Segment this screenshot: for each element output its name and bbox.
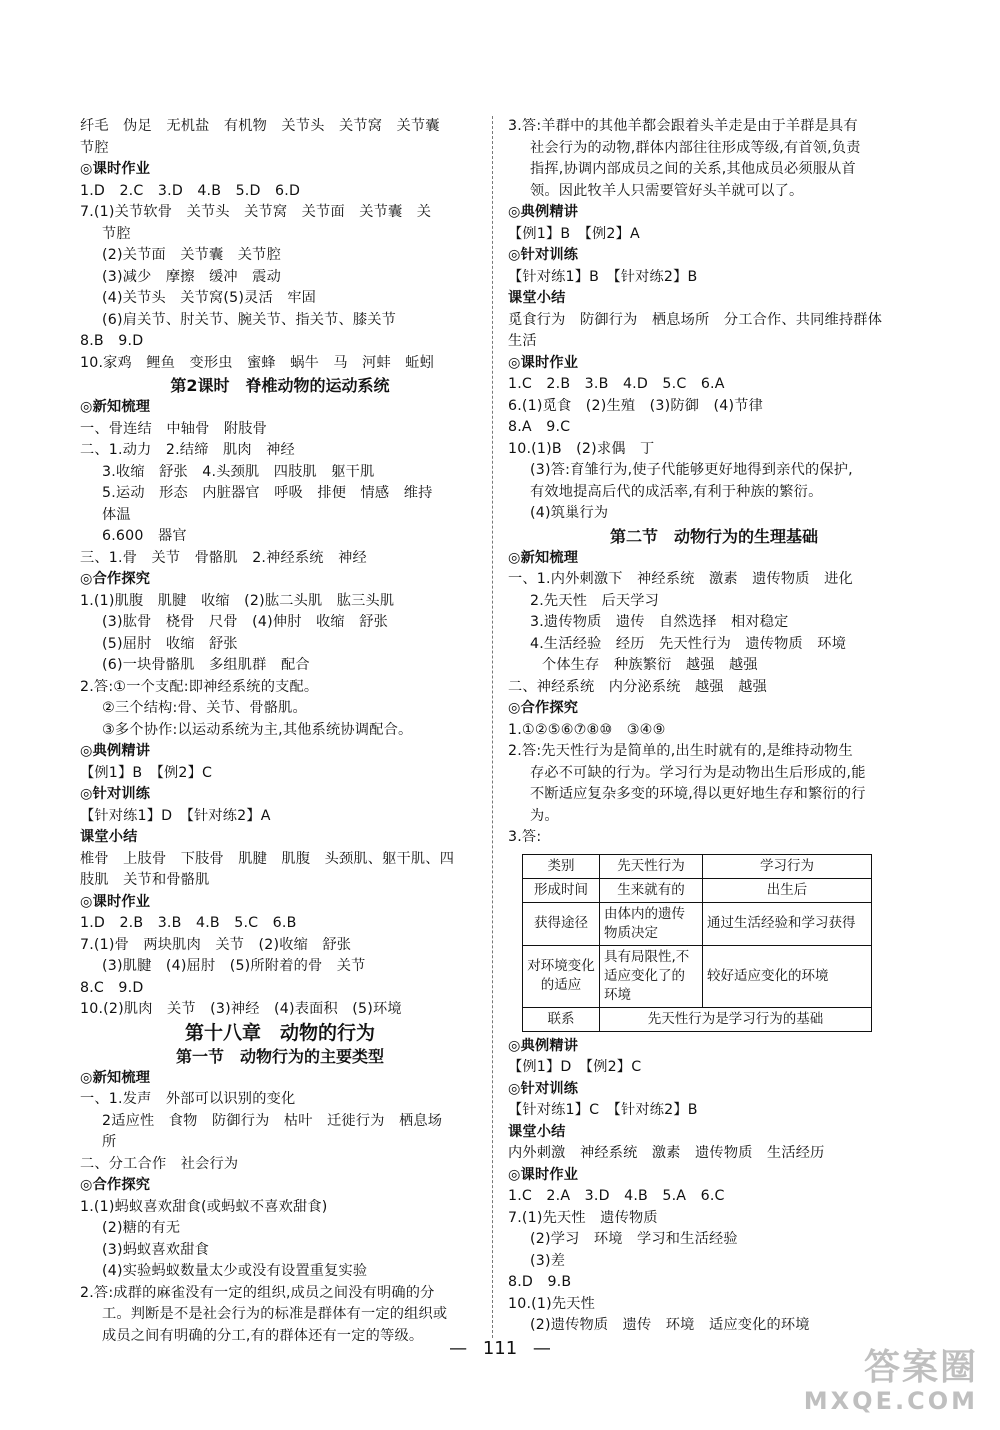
column-divider <box>492 116 494 1338</box>
text-line: 二、1.动力 2.结缔 肌肉 神经 <box>80 442 295 458</box>
text-line: 椎骨 上肢骨 下肢骨 肌腱 肌腹 头颈肌、躯干肌、四 <box>80 850 455 867</box>
text-line: (3)蚂蚁喜欢甜食 <box>102 1241 210 1258</box>
section-heading: ◎合作探究 <box>80 1177 151 1193</box>
section-heading: ◎针对训练 <box>508 1080 579 1097</box>
text-line: 二、神经系统 内分泌系统 越强 越强 <box>508 678 767 695</box>
text-line: 个体生存 种族繁衍 越强 越强 <box>542 657 758 673</box>
text-line: 1.①②⑤⑥⑦⑧⑩ ③④⑨ <box>508 721 666 738</box>
table-cell: 对环境变化的适应 <box>523 945 600 1007</box>
text-line: 一、1.内外刺激下 神经系统 激素 遗传物质 进化 <box>508 571 853 587</box>
section-heading: ◎典例精讲 <box>508 204 579 220</box>
text-line: (2)糖的有无 <box>102 1220 181 1236</box>
text-line: 有效地提高后代的成活率,有利于种族的繁衍。 <box>530 483 823 500</box>
section-heading: ◎针对训练 <box>80 786 151 802</box>
text-line: 1.(1)蚂蚁喜欢甜食(或蚂蚁不喜欢甜食) <box>80 1198 328 1215</box>
text-line: 纤毛 伪足 无机盐 有机物 关节头 关节窝 关节囊 <box>80 118 440 134</box>
lesson-title: 第2课时 脊椎动物的运动系统 <box>170 376 390 395</box>
text-line: 7.(1)关节软骨 关节头 关节窝 关节面 关节囊 关 <box>80 204 432 220</box>
section-heading: ◎典例精讲 <box>80 743 151 759</box>
text-line: 6.600 器官 <box>102 528 187 544</box>
text-line: 3.收缩 舒张 4.头颈肌 四肢肌 躯干肌 <box>102 463 375 480</box>
table-header-row <box>523 854 872 878</box>
text-line: 3.答:羊群中的其他羊都会跟着头羊走是由于羊群是具有 <box>508 118 858 134</box>
text-line: 4.生活经验 经历 先天性行为 遗传物质 环境 <box>530 635 847 652</box>
table-row <box>523 878 872 902</box>
table-row <box>523 902 872 945</box>
section-heading: ◎合作探究 <box>80 571 151 587</box>
text-line: 领。因此牧羊人只需要管好头羊就可以了。 <box>530 182 804 199</box>
section-heading: ◎课时作业 <box>80 161 151 177</box>
section-heading: 课堂小结 <box>508 1123 566 1140</box>
text-line: 工。判断是不是社会行为的标准是群体有一定的组织或 <box>102 1306 448 1322</box>
text-line: (3)减少 摩擦 缓冲 震动 <box>102 268 281 285</box>
text-line: 不断适应复杂多变的环境,得以更好地生存和繁衍的行 <box>530 786 866 802</box>
text-line: 【例1】B 【例2】A <box>508 225 640 242</box>
text-line: 内外刺激 神经系统 激素 遗传物质 生活经历 <box>508 1145 825 1161</box>
page-dash-right: — <box>532 1338 551 1359</box>
text-line: 肢肌 关节和骨骼肌 <box>80 872 210 888</box>
section-heading: ◎新知梳理 <box>508 549 579 566</box>
text-line: 所 <box>102 1134 117 1150</box>
table-cell: 具有局限性,不适应变化了的环境 <box>600 945 703 1007</box>
text-line: 存必不可缺的行为。学习行为是动物出生后形成的,能 <box>530 764 866 781</box>
text-line: 2.答:①一个支配:即神经系统的支配。 <box>80 678 319 695</box>
text-line: 5.运动 形态 内脏器官 呼吸 排便 情感 维持 <box>102 485 433 501</box>
text-line: 社会行为的动物,群体内部往往形成等级,有首领,负责 <box>530 139 861 156</box>
text-line: (2)遗传物质 遗传 环境 适应变化的环境 <box>530 1317 810 1333</box>
text-line: 为。 <box>530 807 559 824</box>
section-heading: 课堂小结 <box>508 290 566 306</box>
section-heading: ◎课时作业 <box>508 354 579 371</box>
text-line: 1.D 2.C 3.D 4.B 5.D 6.D <box>80 182 301 199</box>
right-column-bottom <box>508 1036 920 1337</box>
text-line: ③多个协作:以运动系统为主,其他系统协调配合。 <box>102 721 413 738</box>
text-line: 【针对练1】D 【针对练2】A <box>80 807 271 824</box>
page-number: 111 <box>482 1338 518 1359</box>
text-line: 6.(1)觅食 (2)生殖 (3)防御 (4)节律 <box>508 397 763 414</box>
section-heading: ◎课时作业 <box>80 893 151 910</box>
text-line: 指挥,协调内部成员之间的关系,其他成员必须服从首 <box>530 161 856 177</box>
text-line: 三、1.骨 关节 骨骼肌 2.神经系统 神经 <box>80 549 367 566</box>
page-dash-left: — <box>449 1338 468 1359</box>
table-header-cell: 先天性行为 <box>600 854 703 878</box>
text-line: (2)关节面 关节囊 关节腔 <box>102 247 281 263</box>
text-line: 1.(1)肌腹 肌腱 收缩 (2)肱二头肌 肱三头肌 <box>80 592 395 609</box>
text-line: 7.(1)先天性 遗传物质 <box>508 1209 658 1226</box>
text-line: (2)学习 环境 学习和生活经验 <box>530 1231 738 1247</box>
text-line: 10.(1)先天性 <box>508 1295 596 1312</box>
text-line: 【针对练1】C 【针对练2】B <box>508 1102 698 1118</box>
text-line: (3)肱骨 桡骨 尺骨 (4)伸肘 收缩 舒张 <box>102 614 388 630</box>
text-line: 3.答: <box>508 829 542 845</box>
section-heading: ◎新知梳理 <box>80 399 151 415</box>
table-header-cell: 学习行为 <box>703 854 872 878</box>
section-heading: 课堂小结 <box>80 829 138 845</box>
text-line: (3)答:育雏行为,使子代能够更好地得到亲代的保护, <box>530 462 853 478</box>
section-heading: ◎针对训练 <box>508 247 579 263</box>
text-line: 10.(1)B (2)求偶 丁 <box>508 440 655 457</box>
text-line: (3)差 <box>530 1252 566 1269</box>
table-cell: 较好适应变化的环境 <box>703 945 872 1007</box>
text-line: (3)肌腱 (4)屈肘 (5)所附着的骨 关节 <box>102 958 366 974</box>
text-line: (4)筑巢行为 <box>530 505 609 521</box>
text-line: 10.(2)肌肉 关节 (3)神经 (4)表面积 (5)环境 <box>80 1001 402 1017</box>
text-line: 节腔 <box>80 139 109 156</box>
section-heading: ◎新知梳理 <box>80 1069 151 1086</box>
text-line: 2适应性 食物 防御行为 枯叶 迁徙行为 栖息场 <box>102 1112 443 1129</box>
table-cell: 生来就有的 <box>600 878 703 902</box>
right-column <box>508 116 920 1337</box>
lesson-title: 第二节 动物行为的生理基础 <box>609 526 818 546</box>
text-line: 2.答:先天性行为是简单的,出生时就有的,是维持动物生 <box>508 743 853 759</box>
text-line: (4)实验蚂蚁数量太少或没有设置重复实验 <box>102 1263 368 1279</box>
watermark <box>804 1348 978 1414</box>
table-row <box>523 945 872 1007</box>
text-line: 生活 <box>508 333 537 349</box>
text-line: 1.C 2.A 3.D 4.B 5.A 6.C <box>508 1188 725 1204</box>
text-line: 8.B 9.D <box>80 333 144 349</box>
watermark-text: 答案圈 <box>863 1347 978 1388</box>
text-line: 体温 <box>102 506 131 523</box>
text-line: ②三个结构:骨、关节、骨骼肌。 <box>102 700 307 716</box>
text-line: 7.(1)骨 两块肌肉 关节 (2)收缩 舒张 <box>80 936 352 953</box>
text-line: 【例1】D 【例2】C <box>508 1059 642 1075</box>
text-line: 2.先天性 后天学习 <box>530 592 660 609</box>
text-line: 1.D 2.B 3.B 4.B 5.C 6.B <box>80 915 297 931</box>
text-line: 【针对练1】B 【针对练2】B <box>508 268 698 285</box>
text-line: 3.遗传物质 遗传 自然选择 相对稳定 <box>530 614 789 630</box>
text-line: 节腔 <box>102 225 131 242</box>
table-cell: 由体内的遗传物质决定 <box>600 902 703 945</box>
text-line: 2.答:成群的麻雀没有一定的组织,成员之间没有明确的分 <box>80 1284 435 1301</box>
section-heading: ◎合作探究 <box>508 700 579 716</box>
left-column <box>80 116 480 1347</box>
text-line: (6)一块骨骼肌 多组肌群 配合 <box>102 657 310 673</box>
table-cell: 获得途径 <box>523 902 600 945</box>
text-line: 一、骨连结 中轴骨 附肢骨 <box>80 420 268 437</box>
text-line: 10.家鸡 鲤鱼 变形虫 蜜蜂 蜗牛 马 河蚌 蚯蚓 <box>80 354 435 371</box>
text-line: 8.A 9.C <box>508 419 571 435</box>
text-line: 8.D 9.B <box>508 1274 572 1290</box>
table-cell: 形成时间 <box>523 878 600 902</box>
table-cell: 先天性行为是学习行为的基础 <box>600 1007 872 1031</box>
text-line: 8.C 9.D <box>80 979 144 996</box>
text-line: 觅食行为 防御行为 栖息场所 分工合作、共同维持群体 <box>508 311 883 328</box>
text-line: (5)屈肘 收缩 舒张 <box>102 635 238 652</box>
section-heading: ◎课时作业 <box>508 1166 579 1183</box>
section-heading: ◎典例精讲 <box>508 1037 579 1054</box>
watermark-url: MXQE.COM <box>803 1387 978 1415</box>
behavior-comparison-table <box>522 854 872 1032</box>
table-cell: 联系 <box>523 1007 600 1031</box>
text-line: 二、分工合作 社会行为 <box>80 1155 239 1172</box>
chapter-title: 第十八章 动物的行为 <box>184 1021 375 1044</box>
table-cell: 出生后 <box>703 878 872 902</box>
text-line: 1.C 2.B 3.B 4.D 5.C 6.A <box>508 376 725 392</box>
text-line: (6)肩关节、肘关节、腕关节、指关节、膝关节 <box>102 311 397 328</box>
text-line: (4)关节头 关节窝(5)灵活 牢固 <box>102 290 317 306</box>
table-row <box>523 1007 872 1031</box>
lesson-title: 第一节 动物行为的主要类型 <box>175 1046 384 1066</box>
text-line: 一、1.发声 外部可以识别的变化 <box>80 1091 296 1107</box>
table-header-cell: 类别 <box>523 854 600 878</box>
text-line: 【例1】B 【例2】C <box>80 764 213 781</box>
text-line: 成员之间有明确的分工,有的群体还有一定的等级。 <box>102 1327 424 1344</box>
table-cell: 通过生活经验和学习获得 <box>703 902 872 945</box>
right-column-top <box>508 116 920 849</box>
